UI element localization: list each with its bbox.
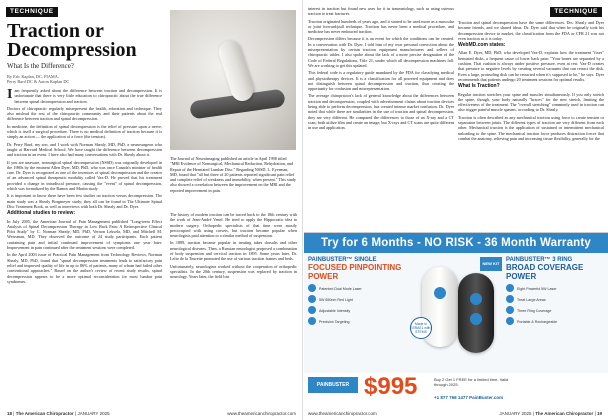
byline-line-2: Perry Bard DC & Aaron Kaplan DC <box>7 79 70 85</box>
feature-icon <box>308 295 316 303</box>
paragraph: In medicine, the definition of spinal decompression is the relief of pressure upon a nerve, which is itself a surgical procedure. There is no medical definition of traction because it is simply an action — the application of a force (the tension). <box>7 123 162 140</box>
paragraph: Traction originated hundreds of years ago, and it started to be used more as a muscular or joint forward/pull technique. Traction has never been a medical procedure, and medicine has never embraced traction. <box>308 18 454 35</box>
left-footer-url[interactable]: www.theamericanchiropractor.com <box>227 411 296 416</box>
article-title: Traction or Decompression <box>7 20 137 61</box>
section-tag: TECHNIQUE <box>6 7 58 17</box>
paragraph: In 1889, traction became popular in treating tabes dorsalis and other neurological diseases. Then, a Russian neurologist proposed a combination of body suspension and cervical traction in 1895. Some years later, Dr. Lelio de la Tourette promoted the use of various traction frames and beds. <box>170 240 297 262</box>
price-note: Buy 2 Get 1 FREE for a limited time. Valid through 2025. <box>434 377 509 387</box>
right-footer-url[interactable]: www.theamericanchiropractor.com <box>308 411 377 416</box>
column-3 <box>308 6 454 228</box>
paragraph: In the April 2003 issue of Practical Pain Management from Technology Reviews, Norman Shealy, MD, PhD, found that "spinal decompression treatments leads to satisfactory pain relief and improved quality of life in up to 86% of patients, many of whom had failed other conventional approaches." Based on the author's review of recent study results, spinal decompression appears to be a more optimal reconsideration for most lumbar pain syndromes. <box>7 252 162 284</box>
byline <box>7 74 69 84</box>
device-ring <box>458 273 494 353</box>
new-kit-badge: NEW KIT <box>480 257 502 271</box>
column-2 <box>170 212 297 412</box>
section-tag: TECHNIQUE <box>550 7 602 17</box>
feature-icon <box>308 317 316 325</box>
feature-item: Patented Dual Mode Laser <box>308 284 408 292</box>
left-footer: 18 | The American Chiropractor | JANUARY 2025 <box>7 411 110 416</box>
issue-date: JANUARY 2025 <box>499 411 532 416</box>
publication-name: The American Chiropractor <box>15 411 74 416</box>
paragraph: Doctors of chiropractic regularly misrepresent the health, education and technique. They also mislead the rest of the chiropractic community and their patients about the real difference between traction and spinal decompression. <box>7 105 162 122</box>
ad-body <box>304 253 608 373</box>
paragraph: Decompression differs because it is an event for which the conditions can be created. In a conversation with Dr. Dyer, I told him of my own personal conviction about the misrepresentation by certain traction equipment manufacturers and sellers of chiropractic tables. I also spoke about the lack of a more precise designation of the Code of Federal Regulations, Title 21, under which all decompression machines fall. We are working to get this updated. <box>308 36 454 68</box>
paragraph: Allan E. Dyer, MD, PhD, who developed Vax-D, explains how the treatment "fixes" herniated disks, a frequent cause of lower back pain: "Your bones are separated by a cushion. That cushion is always under positive pressure, even at rest. Vax-D creates that pressure to negative levels by creating several vacuums that can retract the disk. Even a large, protruding disk can be retracted when it's supposed to be," he says. Dyer recommends that patients undergo 20 treatment sessions for optimal results. <box>458 50 604 82</box>
paragraph: Iam frequently asked about the difference between traction and decompression. It is unfortunate that there is very little education to chiropractic about the true difference between spinal decompression and traction. <box>7 88 162 104</box>
product-headline: BROAD COVERAGE POWER <box>506 263 584 281</box>
drop-cap: I <box>7 88 13 102</box>
byline-line-1: By Eric Kaplan, DC, FIAMA, <box>7 74 59 79</box>
feature-icon <box>308 284 316 292</box>
paragraph: The history of modern traction can be traced back to the 18th century with the work of Jean-André Venel. He tried to apply the Hippocratic idea to modern surgery. Orthopedic specialists of that time were mostly preoccupied with using corsets, but traction became popular when neurologists paid attention to a similar method of suspension. <box>170 212 297 239</box>
publication-name: The American Chiropractor <box>535 411 594 416</box>
made-in-badge: Made in ISRAEL with STEMS <box>410 317 432 339</box>
feature-icon <box>506 317 514 325</box>
paragraph: Traction and spinal decompression have the same differences. Drs. Shealy and Dyer became friends, and we shared ideas. Dr. Dyer said that when he originally took his decompression device to market, the classification from the FDA or CFR 21 was not even traction as it is today. <box>458 20 604 41</box>
feature-item: Eight Powerful 5W Laser <box>506 284 606 292</box>
feature-item: Treat Large Areas <box>506 295 606 303</box>
contact-info[interactable]: +1 877 768 1477 PainBuster.com <box>434 395 504 400</box>
paragraph: This federal code is a regulatory guide mandated by the FDA for classifying medical and physiotherapy devices. It is a classification for all powered equipment and does not distinguish between spinal decompression and traction, thus creating the opportunity for confusion and misrepresentation. <box>308 70 454 92</box>
right-page <box>304 0 608 420</box>
column-4 <box>458 20 604 228</box>
paragraph: It is important to know there have been few studies on traction versus decompression. The main study was a Shealy Borgmeyer study; they all can be found in The Ultimate Spinal Disc Treatment Book, as well as interviews with both Dr. Shealy and Dr. Dyer. <box>7 193 162 209</box>
paragraph: Unfortunately, neurologists worked without the cooperation of orthopedic specialists. In the 20th century, suspension was replaced by traction in neurology. Years later, the field lost <box>170 263 297 280</box>
subheading: What Is Traction? <box>458 83 500 90</box>
ad-logo: PAINBUSTER <box>308 377 358 393</box>
feature-icon <box>506 284 514 292</box>
article-photo <box>170 10 296 150</box>
ad-product-single <box>308 257 408 325</box>
paragraph: If you are unaware, nonsurgical spinal decompression (NSSD) was originally developed in the 1980s by the eminent Allen Dyer, MD, PhD, who was once Canada's minister of health care. Dr. Dyer is recognized as one of the inventors of spinal decompression and the creator of an advanced spinal therapeutic modality called Vax-D. He proved that his treatment provided a change in intradiscal pressure, causing the "event" of spinal decompression, which was formalized by the Ramos and Martin study. <box>7 159 162 192</box>
subheading: WebMD.com states: <box>458 42 506 49</box>
feature-item: Three Ring Coverage <box>506 306 606 314</box>
feature-list <box>506 284 606 325</box>
paragraph: In July 2005, the American Journal of Pain Management published "Long-term Effect Analysis of Spinal Decompression Therapy in Low Back Pain: A Retrospective Clinical Pilot Study" by C. Norman Shealy, MD, PhD, Vernon Leksela, MD, and Mitchell M. Weissman, MD. They observed the outcome of 24 study participants. Each patient containing pain and initial continued improvement of symptoms one year later. Improvement in pain continued after the treatment sessions were completed. <box>7 218 162 251</box>
paragraph: Traction is often described as any mechanical traction using force to create tension or separation between joints. The different types of traction are very different from each other. Mechanical traction is the application of sustained or intermittent mechanical unloading to the spine. The mechanical traction force produces distraction forces that combat the anatomy, relieving pain and increasing tissue flexibility, generally for the <box>458 114 604 141</box>
feature-item: Precision Targeting <box>308 317 408 325</box>
product-brand: PAINBUSTER™ SINGLE <box>308 257 377 263</box>
page-number: 18 <box>7 411 13 416</box>
subheading: Additional studies to review: <box>7 210 76 217</box>
product-headline: FOCUSED PINPOINTING POWER <box>308 263 402 281</box>
article-subtitle: What Is the Difference? <box>7 62 74 70</box>
ad-product-ring <box>506 257 606 325</box>
ad-product-image <box>408 255 504 371</box>
advertisement[interactable] <box>304 232 608 410</box>
issue-date: JANUARY 2025 <box>77 411 110 416</box>
price: $995 <box>364 373 418 400</box>
photo-caption: The Journal of Neuroimaging published an article in April 1998 titled "MRI Evidence of Nonsurgical, Mechanical Reduction, Rehydration, and Repair of the Herniated Lumbar Disc." Regarding NSSD, L. Eyerman, MD, found that "all but three of 20 patients reported significant pain relief and complete relief of weakness and immobility, when present." This study also showed a correlation between the improvement on the MRI and the reported improvement in pain. <box>170 156 297 193</box>
paragraph: Regular traction stretches your spine and muscles simultaneously. If you only stretch the spine, though, your body naturally "braces" for the new stretch, limiting the effectiveness of the treatment. The "overall stretching" commonly used in traction can also trigger painful muscle spasms, according to Dr. Shealy. <box>458 91 604 113</box>
left-page <box>0 0 303 420</box>
column-1 <box>7 88 162 412</box>
right-footer: JANUARY 2025 | The American Chiropractor | 19 <box>499 411 602 416</box>
feature-icon <box>506 295 514 303</box>
ad-banner: Try for 6 Months - NO RISK - 36 Month Warranty <box>304 233 608 253</box>
price-bar <box>304 373 608 403</box>
feature-list <box>308 284 408 325</box>
feature-icon <box>308 306 316 314</box>
feature-icon <box>506 306 514 314</box>
paragraph: Dr. Perry Bard, my son, and I work with Norman Shealy, MD, PhD, a neurosurgeon who taught at Harvard Medical School. We have taught the difference between decompression and traction in an event. I have also had many conversations with Dr. Shealy about it. <box>7 141 162 158</box>
page-number: 19 <box>596 411 602 416</box>
feature-item: Adjustable Intensity <box>308 306 408 314</box>
paragraph: interest in traction but found new uses for it in traumatology, such as using osteous traction to treat fractures. <box>308 6 454 17</box>
product-brand: PAINBUSTER™ 3 RING <box>506 257 573 263</box>
paragraph: The average chiropractor's lack of general knowledge about the differences between traction and decompression, coupled with advertisement claims about traction devices being able to perform decompression, has created intense market confusion. Dr. Dyer noted that while there are similarities in the use of traction and spinal decompression, they are very different. He compared the differences to those of an X-ray and a CT scan; both utilize film and create an image, but X-rays and CT scans are quite different in use and application. <box>308 93 454 131</box>
feature-item: 5W 650nm Red Light <box>308 295 408 303</box>
feature-item: Portable & Rechargeable <box>506 317 606 325</box>
photo-device <box>216 38 256 104</box>
